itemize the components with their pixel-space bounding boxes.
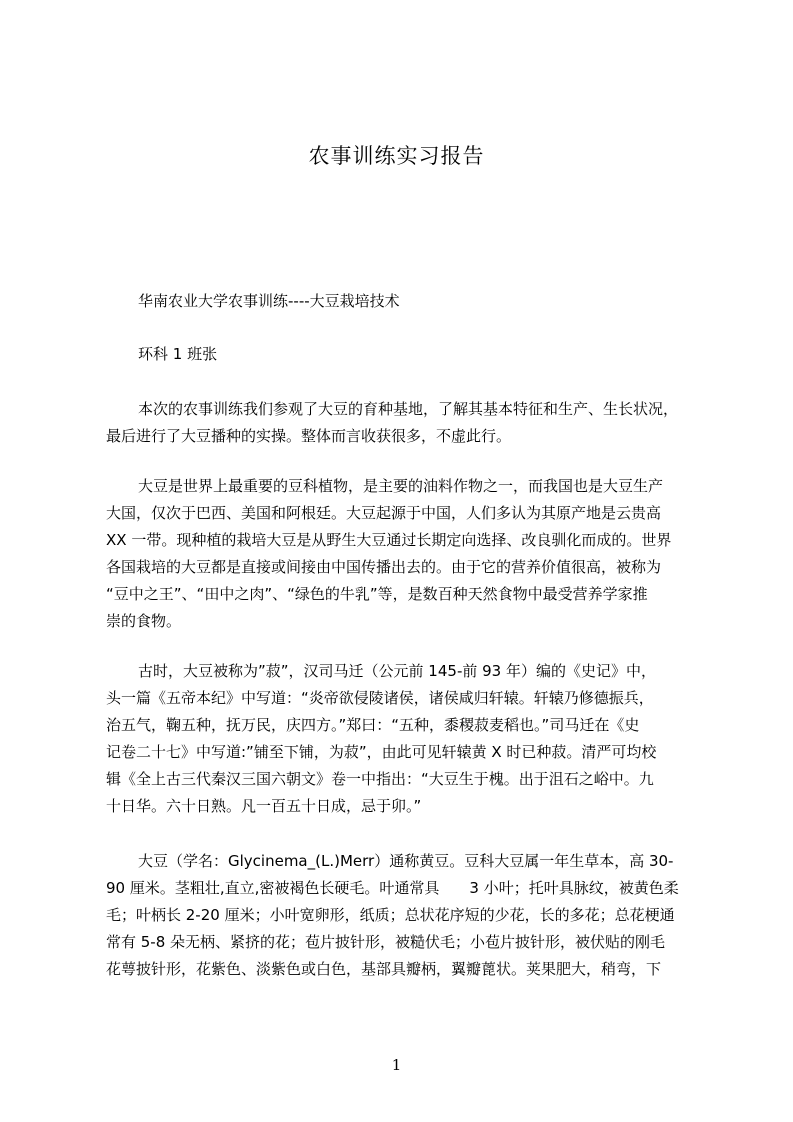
paragraph-2-line-1: 大豆是世界上最重要的豆科植物，是主要的油料作物之一，而我国也是大豆生产 <box>138 477 664 495</box>
paragraph-4-line-4: 常有 5-8 朵无柄、紧挤的花；苞片披针形，被糙伏毛；小苞片披针形，被伏贴的刚毛 <box>106 933 666 951</box>
paragraph-3-line-5: 辑《全上古三代秦汉三国六朝文》卷一中指出：“大豆生于槐。出于沮石之峪中。九 <box>106 770 654 788</box>
paragraph-2-line-4: 各国栽培的大豆都是直接或间接由中国传播出去的。由于它的营养价值很高，被称为 <box>106 558 662 576</box>
paragraph-4-line-1: 大豆（学名：Glycinema_(L.)Merr）通称黄豆。豆科大豆属一年生草本，高 30- <box>138 852 674 870</box>
paragraph-1-line-2: 最后进行了大豆播种的实操。整体而言收获很多，不虚此行。 <box>106 427 512 445</box>
paragraph-2-line-2: 大国，仅次于巴西、美国和阿根廷。大豆起源于中国，人们多认为其原产地是云贵高 <box>106 504 662 522</box>
page-number: 1 <box>391 1056 402 1074</box>
subtitle-line: 华南农业大学农事训练----大豆栽培技术 <box>138 292 400 310</box>
paragraph-2-line-6: 崇的食物。 <box>106 612 182 630</box>
document-title: 农事训练实习报告 <box>308 144 485 168</box>
author-line: 环科 1 班张 <box>138 345 218 363</box>
paragraph-3-line-3: 治五气，鞠五种，抚万民，庆四方。”郑曰：“五种，黍稷菽麦稻也。”司马迁在《史 <box>106 716 640 734</box>
paragraph-3-line-1: 古时，大豆被称为”菽”，汉司马迁（公元前 145-前 93 年）编的《史记》中， <box>138 662 656 680</box>
paragraph-2-line-3: XX 一带。现种植的栽培大豆是从野生大豆通过长期定向选择、改良驯化而成的。世界 <box>106 531 672 549</box>
paragraph-3-line-6: 十日华。六十日熟。凡一百五十日成，忌于卯。” <box>106 797 422 815</box>
paragraph-4-line-5: 花萼披针形，花紫色、淡紫色或白色，基部具瓣柄，翼瓣蓖状。荚果肥大，稍弯，下 <box>106 960 662 978</box>
paragraph-3-line-4: 记卷二十七》中写道:”铺至下铺，为菽”，由此可见轩辕黄 X 时已种菽。清严可均校 <box>106 743 657 761</box>
paragraph-4-line-3: 毛；叶柄长 2-20 厘米；小叶宽卵形，纸质；总状花序短的少花，长的多花；总花梗通 <box>106 906 675 924</box>
paragraph-4-line-2: 90 厘米。茎粗壮,直立,密被褐色长硬毛。叶通常具 3 小叶；托叶具脉纹，被黄色柔 <box>106 879 679 897</box>
paragraph-3-line-2: 头一篇《五帝本纪》中写道：“炎帝欲侵陵诸侯，诸侯咸归轩辕。轩辕乃修德振兵， <box>106 689 654 707</box>
paragraph-2-line-5: “豆中之王”、“田中之肉”、“绿色的牛乳”等，是数百种天然食物中最受营养学家推 <box>106 585 648 603</box>
paragraph-1-line-1: 本次的农事训练我们参观了大豆的育种基地，了解其基本特征和生产、生长状况， <box>138 400 679 418</box>
